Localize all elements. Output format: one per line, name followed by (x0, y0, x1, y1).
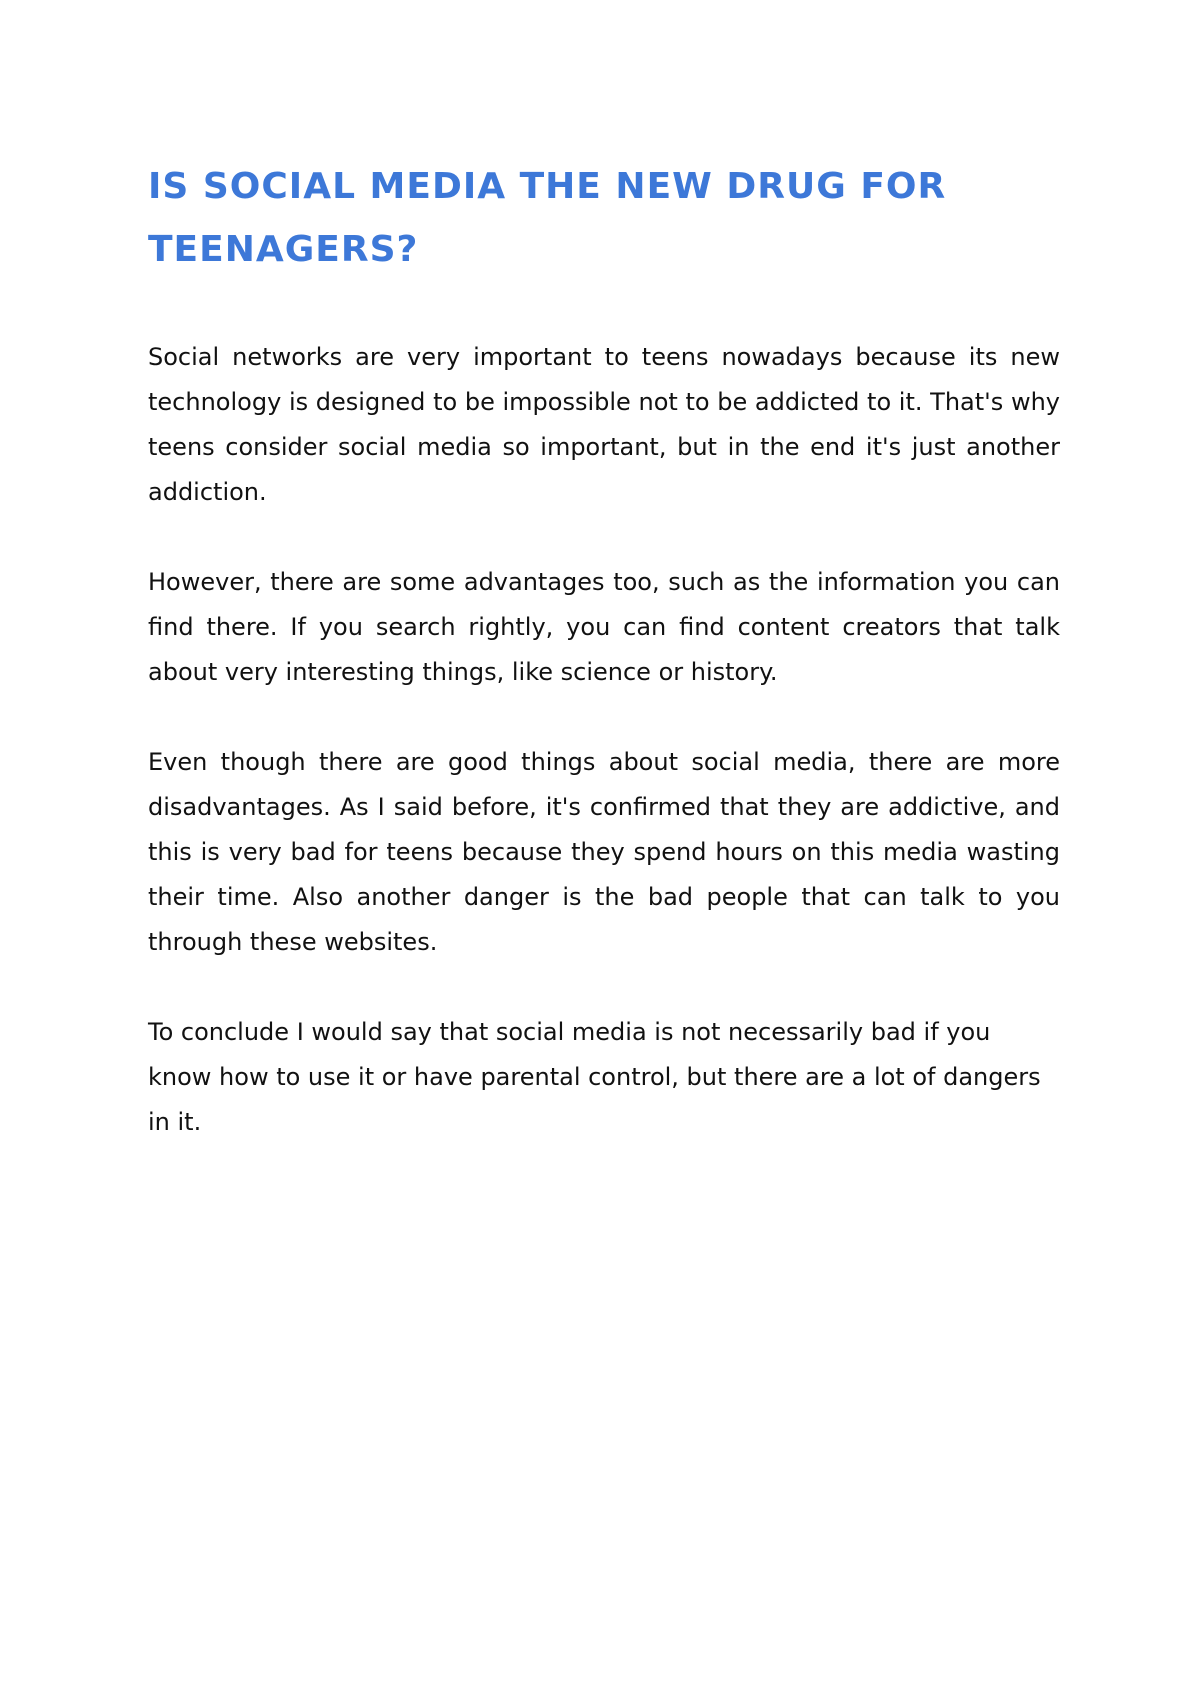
paragraph-disadvantages: Even though there are good things about social media, there are more disadvantages. As I said before, it's confirmed that they are addictive, and this is very bad for teens because they spend hours on this media wasting their time. Also another danger is the bad people that can talk to you through these websites. (148, 748, 1060, 956)
document-body (148, 335, 1060, 1190)
document-title: IS SOCIAL MEDIA THE NEW DRUG FOR TEENAGERS? (148, 166, 947, 270)
paragraph-advantages: However, there are some advantages too, such as the information you can find there. If you search rightly, you can find content creators that talk about very interesting things, like science or history. (148, 568, 1060, 686)
paragraph-introduction: Social networks are very important to teens nowadays because its new technology is designed to be impossible not to be addicted to it. That's why teens consider social media so important, but in the end it's just another addiction. (148, 343, 1060, 506)
paragraph-conclusion: To conclude I would say that social media is not necessarily bad if you know how to use it or have parental control, but there are a lot of dangers in it. (148, 1018, 1041, 1136)
